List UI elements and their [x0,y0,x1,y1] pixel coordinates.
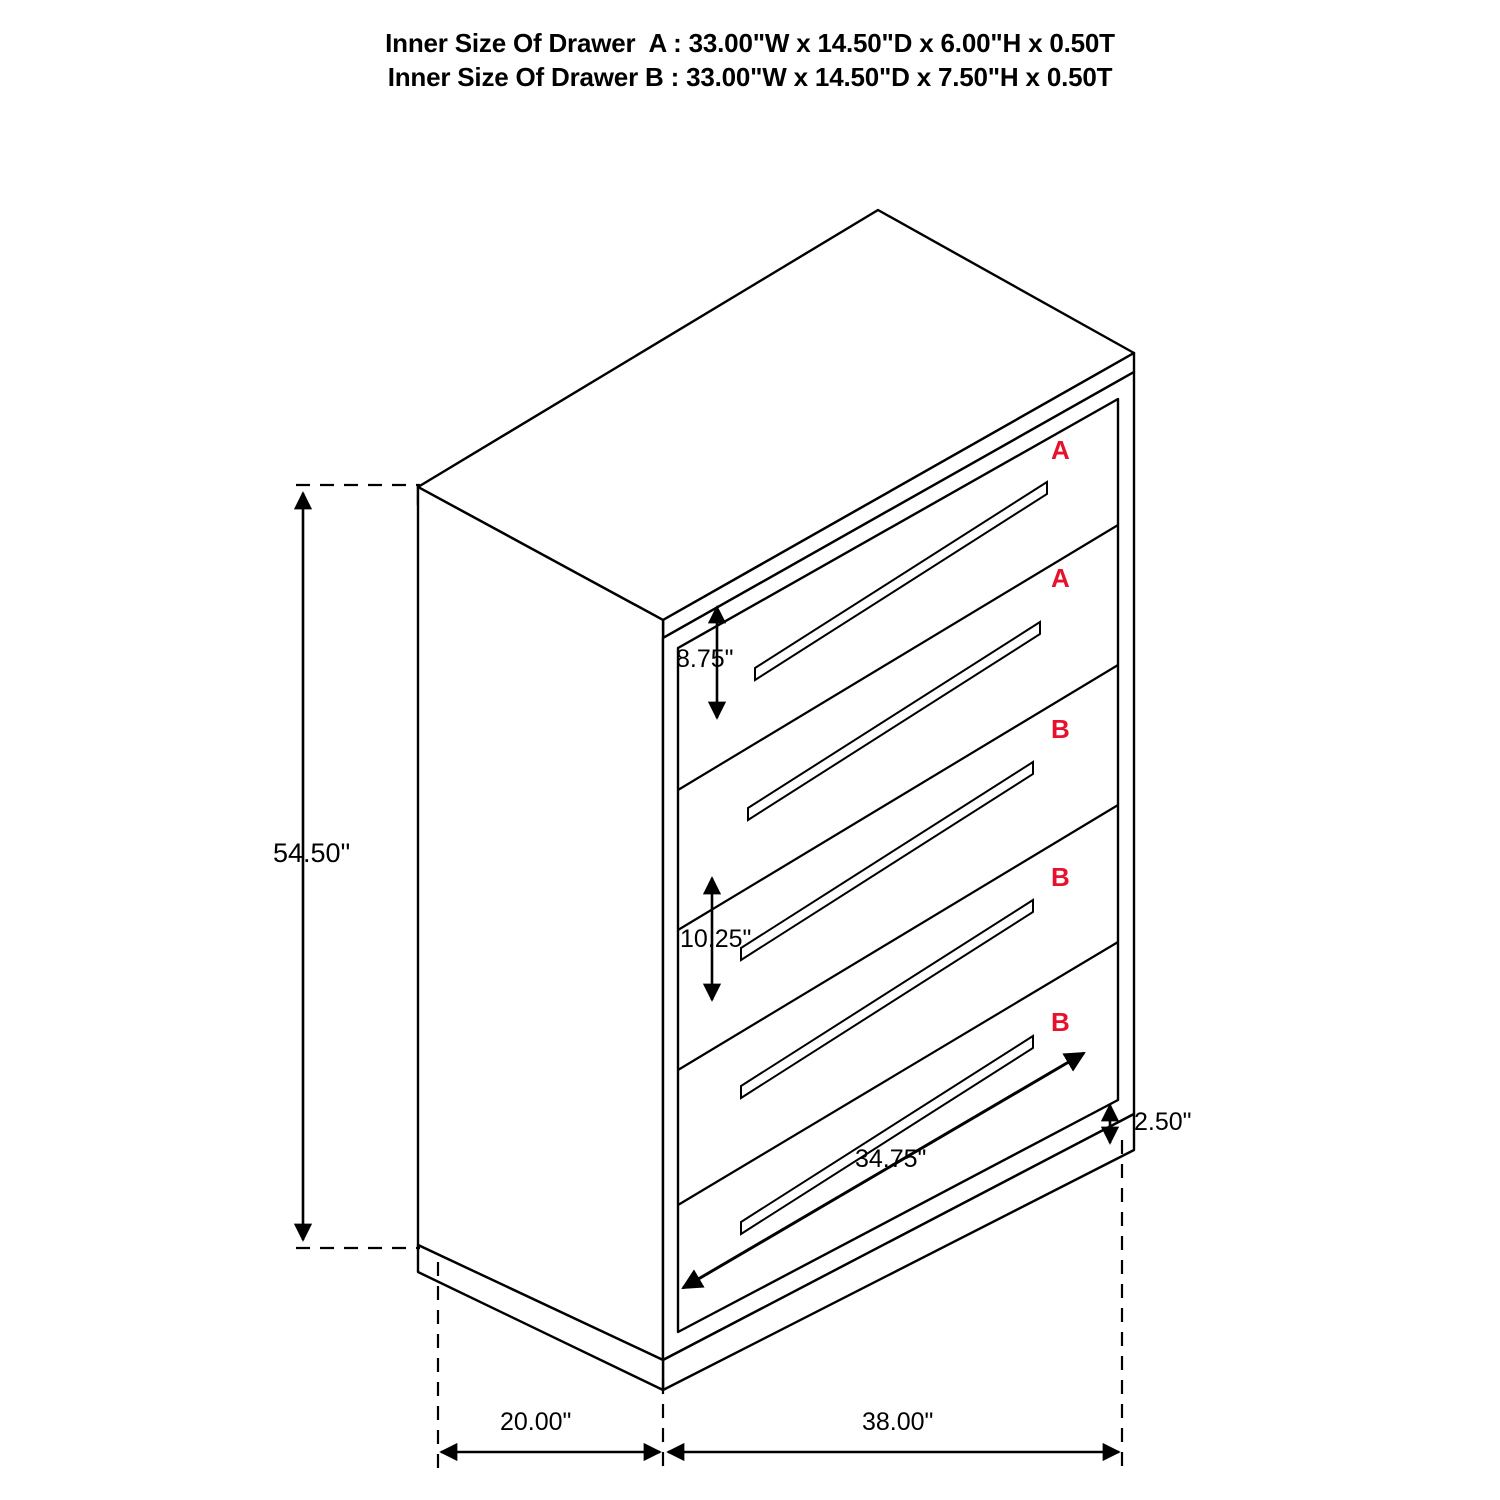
drawer-label-1: A [1051,435,1070,465]
drawer-label-3: B [1051,714,1070,744]
drawer-label-5: B [1051,1007,1070,1037]
label-base-height: 2.50" [1134,1108,1192,1136]
drawer-label-4: B [1051,862,1070,892]
label-total-height: 54.50" [273,838,351,868]
label-depth: 20.00" [500,1408,572,1436]
drawer-a-inner-size: Inner Size Of Drawer A : 33.00"W x 14.50"D x 6.00"H x 0.50T [385,28,1115,58]
label-width: 38.00" [862,1408,934,1436]
cabinet-side-panel [418,487,663,1360]
label-drawer-a-height: 8.75" [676,645,734,673]
label-drawer-b-height: 10.25" [680,925,752,953]
label-front-width: 34.75" [855,1145,927,1173]
drawer-b-inner-size: Inner Size Of Drawer B : 33.00"W x 14.50"D x 7.50"H x 0.50T [387,62,1113,92]
drawer-label-2: A [1051,563,1070,593]
